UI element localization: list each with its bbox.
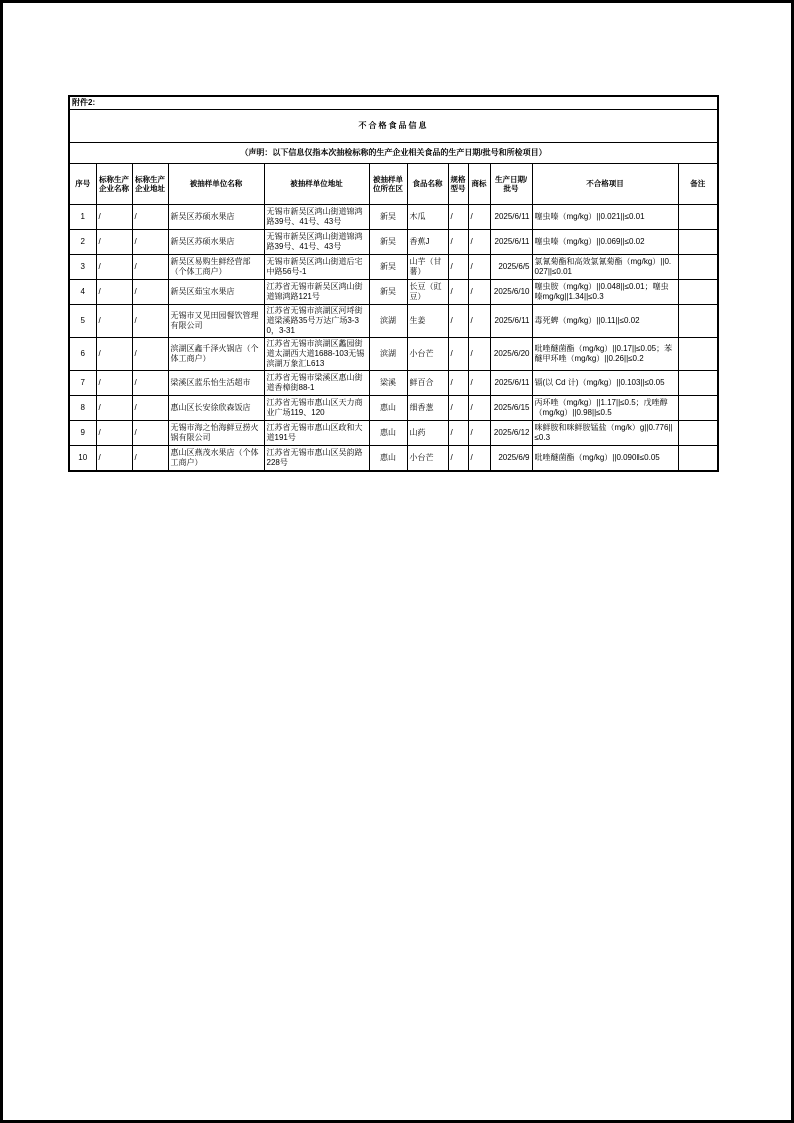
cell-producer-address: /: [132, 305, 168, 338]
cell-producer-name: /: [96, 421, 132, 446]
table-row: [69, 396, 718, 421]
cell-food-name: 鲜百合: [407, 371, 448, 396]
cell-producer-name: /: [96, 230, 132, 255]
cell-unit-address: 江苏省无锡市惠山区吴韵路228号: [264, 446, 369, 472]
cell-remark: [678, 371, 718, 396]
cell-remark: [678, 230, 718, 255]
cell-production-date: 2025/6/11: [490, 371, 532, 396]
cell-unit-name: 新吴区苏硕水果店: [168, 230, 264, 255]
declaration-text: （声明：以下信息仅指本次抽检标称的生产企业相关食品的生产日期/批号和所检项目）: [69, 143, 718, 164]
cell-unit-address: 江苏省无锡市滨湖区河埒街道梁溪路35号万达广场3-30，3-31: [264, 305, 369, 338]
cell-producer-name: /: [96, 371, 132, 396]
header-producer-address: 标称生产企业地址: [132, 164, 168, 205]
cell-seq: 1: [69, 205, 96, 230]
cell-spec: /: [448, 230, 468, 255]
cell-failed-item: 噻虫胺（mg/kg）||0.048||≤0.01；噻虫嗪mg/kg||1.34||≤0.3: [532, 280, 678, 305]
cell-spec: /: [448, 421, 468, 446]
cell-district: 惠山: [369, 421, 407, 446]
cell-production-date: 2025/6/11: [490, 205, 532, 230]
cell-district: 新吴: [369, 280, 407, 305]
cell-unit-name: 惠山区长安徐欣森饭店: [168, 396, 264, 421]
cell-food-name: 小台芒: [407, 338, 448, 371]
cell-failed-item: 噻虫嗪（mg/kg）||0.069||≤0.02: [532, 230, 678, 255]
attachment-label-row: [69, 96, 718, 110]
cell-brand: /: [468, 371, 490, 396]
table-row: [69, 205, 718, 230]
cell-producer-address: /: [132, 338, 168, 371]
cell-unit-address: 无锡市新吴区鸿山街道锦鸿路39号、41号、43号: [264, 205, 369, 230]
page-title: 不合格食品信息: [69, 110, 718, 143]
attachment-document: [68, 95, 719, 472]
cell-producer-name: /: [96, 446, 132, 472]
cell-brand: /: [468, 305, 490, 338]
header-failed-item: 不合格项目: [532, 164, 678, 205]
table-row: [69, 280, 718, 305]
cell-producer-address: /: [132, 230, 168, 255]
cell-unit-address: 江苏省无锡市新吴区鸿山街道锦鸿路121号: [264, 280, 369, 305]
cell-spec: /: [448, 255, 468, 280]
cell-unit-name: 无锡市又见田园餐饮管理有限公司: [168, 305, 264, 338]
cell-brand: /: [468, 446, 490, 472]
cell-seq: 6: [69, 338, 96, 371]
table-row: [69, 305, 718, 338]
cell-district: 惠山: [369, 396, 407, 421]
cell-district: 梁溪: [369, 371, 407, 396]
cell-food-name: 长豆（豇豆）: [407, 280, 448, 305]
cell-seq: 3: [69, 255, 96, 280]
table-row: [69, 421, 718, 446]
cell-spec: /: [448, 338, 468, 371]
cell-unit-name: 无锡市海之怡海鲜豆捞火锅有限公司: [168, 421, 264, 446]
cell-spec: /: [448, 205, 468, 230]
title-row: [69, 110, 718, 143]
cell-food-name: 小台芒: [407, 446, 448, 472]
cell-failed-item: 咪鲜胺和咪鲜胺锰盐（mg/k）g||0.776||≤0.3: [532, 421, 678, 446]
cell-seq: 8: [69, 396, 96, 421]
cell-remark: [678, 421, 718, 446]
cell-brand: /: [468, 338, 490, 371]
cell-failed-item: 氯氰菊酯和高效氯氰菊酯（mg/kg）||0.027||≤0.01: [532, 255, 678, 280]
cell-producer-address: /: [132, 205, 168, 230]
cell-production-date: 2025/6/20: [490, 338, 532, 371]
cell-failed-item: 吡唑醚菌酯（mg/kg）||0.17||≤0.05；苯醚甲环唑（mg/kg）||0.26||≤0.2: [532, 338, 678, 371]
cell-production-date: 2025/6/10: [490, 280, 532, 305]
cell-brand: /: [468, 205, 490, 230]
header-food-name: 食品名称: [407, 164, 448, 205]
table-body: [69, 205, 718, 472]
table-row: [69, 338, 718, 371]
header-spec: 规格型号: [448, 164, 468, 205]
cell-remark: [678, 305, 718, 338]
cell-district: 新吴: [369, 230, 407, 255]
cell-production-date: 2025/6/5: [490, 255, 532, 280]
cell-producer-name: /: [96, 255, 132, 280]
cell-unit-address: 江苏省无锡市滨湖区蠡园街道太湖西大道1688-103无锡滨湖万象汇L613: [264, 338, 369, 371]
cell-seq: 2: [69, 230, 96, 255]
cell-spec: /: [448, 446, 468, 472]
cell-producer-address: /: [132, 446, 168, 472]
cell-producer-address: /: [132, 396, 168, 421]
table-row: [69, 230, 718, 255]
cell-district: 新吴: [369, 255, 407, 280]
cell-unit-name: 惠山区燕茂水果店（个体工商户）: [168, 446, 264, 472]
cell-spec: /: [448, 396, 468, 421]
cell-food-name: 木瓜: [407, 205, 448, 230]
cell-remark: [678, 446, 718, 472]
table-row: [69, 371, 718, 396]
cell-failed-item: 噻虫嗪（mg/kg）||0.021||≤0.01: [532, 205, 678, 230]
header-seq: 序号: [69, 164, 96, 205]
cell-unit-address: 无锡市新吴区鸿山街道后宅中路56号-1: [264, 255, 369, 280]
cell-seq: 7: [69, 371, 96, 396]
cell-food-name: 山药: [407, 421, 448, 446]
header-brand: 商标: [468, 164, 490, 205]
cell-producer-name: /: [96, 338, 132, 371]
cell-failed-item: 镉(以 Cd 计)（mg/kg）||0.103||≤0.05: [532, 371, 678, 396]
cell-failed-item: 毒死蜱（mg/kg）||0.11||≤0.02: [532, 305, 678, 338]
cell-producer-name: /: [96, 305, 132, 338]
table-row: [69, 446, 718, 472]
header-remark: 备注: [678, 164, 718, 205]
cell-production-date: 2025/6/11: [490, 305, 532, 338]
cell-district: 惠山: [369, 446, 407, 472]
cell-production-date: 2025/6/11: [490, 230, 532, 255]
cell-food-name: 细香葱: [407, 396, 448, 421]
cell-unit-address: 江苏省无锡市梁溪区惠山街道香樟街88-1: [264, 371, 369, 396]
cell-unit-name: 梁溪区蓝乐怡生活超市: [168, 371, 264, 396]
attachment-label: 附件2:: [69, 96, 718, 110]
cell-producer-name: /: [96, 205, 132, 230]
cell-brand: /: [468, 421, 490, 446]
cell-brand: /: [468, 255, 490, 280]
cell-producer-address: /: [132, 255, 168, 280]
cell-brand: /: [468, 230, 490, 255]
cell-seq: 5: [69, 305, 96, 338]
header-unit-address: 被抽样单位地址: [264, 164, 369, 205]
cell-failed-item: 丙环唑（mg/kg）||1.17||≤0.5；戊唑醇（mg/kg）||0.98||≤0.5: [532, 396, 678, 421]
cell-district: 新吴: [369, 205, 407, 230]
cell-spec: /: [448, 305, 468, 338]
cell-unit-name: 新吴区茹宝水果店: [168, 280, 264, 305]
cell-unit-address: 无锡市新吴区鸿山街道锦鸿路39号、41号、43号: [264, 230, 369, 255]
cell-remark: [678, 255, 718, 280]
cell-remark: [678, 205, 718, 230]
cell-failed-item: 吡唑醚菌酯（mg/kg）||0.090‖≤0.05: [532, 446, 678, 472]
cell-brand: /: [468, 396, 490, 421]
cell-remark: [678, 396, 718, 421]
cell-district: 滨湖: [369, 338, 407, 371]
cell-unit-name: 新吴区易购生鲜经营部（个体工商户）: [168, 255, 264, 280]
cell-producer-address: /: [132, 371, 168, 396]
header-producer-name: 标称生产企业名称: [96, 164, 132, 205]
cell-remark: [678, 280, 718, 305]
cell-remark: [678, 338, 718, 371]
header-production-date: 生产日期/批号: [490, 164, 532, 205]
header-district: 被抽样单位所在区: [369, 164, 407, 205]
cell-food-name: 山芋（甘薯）: [407, 255, 448, 280]
cell-spec: /: [448, 371, 468, 396]
cell-unit-address: 江苏省无锡市惠山区天力商业广场119、120: [264, 396, 369, 421]
cell-unit-address: 江苏省无锡市惠山区政和大道191号: [264, 421, 369, 446]
cell-production-date: 2025/6/9: [490, 446, 532, 472]
cell-production-date: 2025/6/15: [490, 396, 532, 421]
cell-producer-name: /: [96, 396, 132, 421]
cell-production-date: 2025/6/12: [490, 421, 532, 446]
cell-seq: 9: [69, 421, 96, 446]
cell-producer-address: /: [132, 421, 168, 446]
cell-spec: /: [448, 280, 468, 305]
nonconforming-food-table: [68, 95, 719, 472]
header-unit-name: 被抽样单位名称: [168, 164, 264, 205]
cell-unit-name: 新吴区苏硕水果店: [168, 205, 264, 230]
cell-food-name: 生姜: [407, 305, 448, 338]
cell-seq: 4: [69, 280, 96, 305]
table-row: [69, 255, 718, 280]
cell-brand: /: [468, 280, 490, 305]
declaration-row: [69, 143, 718, 164]
cell-district: 滨湖: [369, 305, 407, 338]
cell-seq: 10: [69, 446, 96, 472]
cell-unit-name: 滨湖区鑫千泽火锅店（个体工商户）: [168, 338, 264, 371]
cell-producer-address: /: [132, 280, 168, 305]
table-header-row: [69, 164, 718, 205]
cell-food-name: 香蕉J: [407, 230, 448, 255]
cell-producer-name: /: [96, 280, 132, 305]
